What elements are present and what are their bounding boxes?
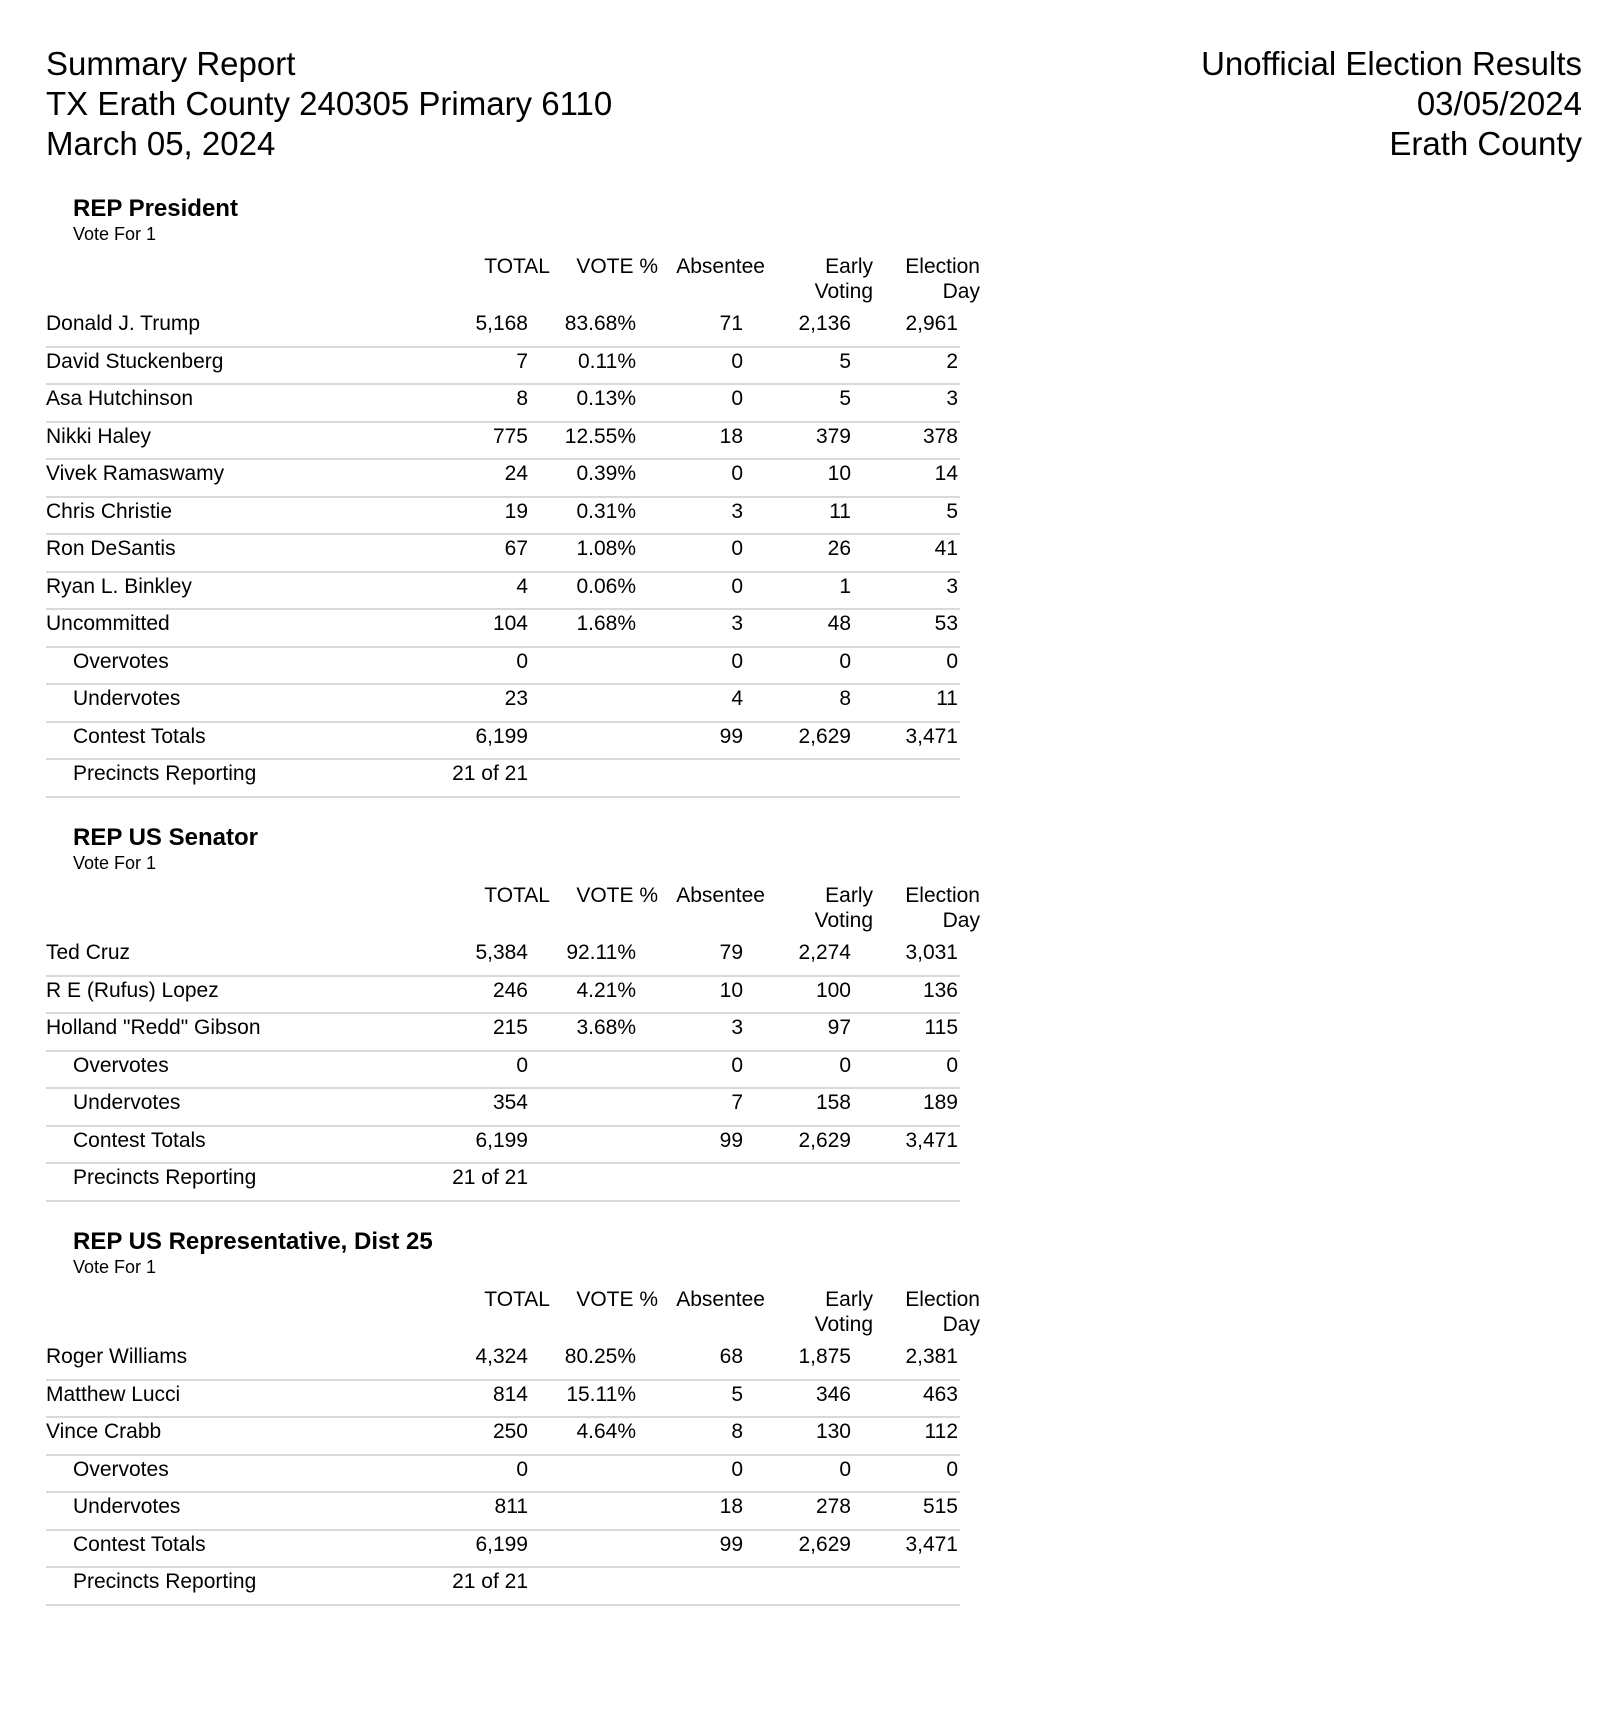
early-votes: 2,136 [798, 312, 851, 335]
election-day-votes: 3 [946, 387, 958, 410]
total-votes: 811 [494, 1495, 528, 1518]
candidate-name: Ted Cruz [46, 941, 131, 964]
early-votes: 0 [839, 1053, 851, 1077]
election-day-votes: 2,961 [905, 312, 958, 335]
election-day-votes: 378 [922, 424, 958, 448]
col-total: TOTAL [484, 255, 550, 278]
contest-title: REP President [73, 195, 238, 222]
total-votes: 0 [516, 1457, 528, 1481]
absentee-votes: 18 [719, 424, 743, 448]
election-day-votes: 515 [922, 1495, 958, 1518]
total-votes: 21 of 21 [452, 762, 528, 785]
summary-row [46, 648, 960, 686]
total-votes: 215 [492, 1016, 528, 1039]
candidate-name: Contest Totals [73, 724, 206, 748]
vote-percent: 15.11% [566, 1382, 636, 1406]
absentee-votes: 79 [719, 941, 743, 964]
summary-row [46, 1568, 960, 1606]
absentee-votes: 99 [719, 1128, 743, 1152]
vote-percent: 4.64% [576, 1420, 636, 1443]
absentee-votes: 99 [719, 724, 743, 748]
col-early-line2: Voting [814, 1313, 873, 1336]
column-header [46, 883, 980, 939]
total-votes: 5,168 [475, 312, 528, 335]
candidate-row [46, 573, 960, 611]
vote-percent: 0.31% [576, 499, 636, 523]
early-votes: 2,629 [798, 1128, 851, 1152]
early-votes: 346 [815, 1382, 851, 1406]
summary-row [46, 1164, 960, 1202]
absentee-votes: 4 [731, 687, 743, 710]
election-day-votes: 463 [922, 1382, 958, 1406]
election-day-votes: 11 [936, 687, 958, 710]
candidate-name: Undervotes [73, 1091, 181, 1114]
col-early-voting [815, 883, 873, 933]
col-vote-pct: VOTE % [576, 884, 658, 907]
total-votes: 104 [492, 612, 528, 635]
candidate-row [46, 535, 960, 573]
election-day-votes: 2 [946, 349, 958, 373]
total-votes: 6,199 [475, 1128, 528, 1152]
summary-row [46, 685, 960, 723]
absentee-votes: 0 [731, 462, 743, 485]
candidate-name: Matthew Lucci [46, 1382, 181, 1406]
election-day-votes: 0 [946, 1457, 958, 1481]
election-day-votes: 0 [946, 1053, 958, 1077]
candidate-name: Holland "Redd" Gibson [46, 1016, 261, 1039]
total-votes: 775 [492, 424, 528, 448]
contest-rep-us-representative [46, 1228, 980, 1606]
election-date: March 05, 2024 [46, 125, 276, 162]
col-early-line2: Voting [814, 909, 873, 932]
vote-for-label: Vote For 1 [73, 224, 157, 244]
col-absentee: Absentee [676, 255, 765, 278]
election-day-votes: 112 [924, 1420, 958, 1443]
candidate-name: Precincts Reporting [73, 762, 257, 785]
col-election-line2: Day [942, 909, 980, 932]
summary-row [46, 723, 960, 761]
contest-rep-us-senator [46, 824, 980, 1202]
summary-row [46, 1456, 960, 1494]
summary-row [46, 1531, 960, 1569]
candidate-name: Precincts Reporting [73, 1166, 257, 1189]
candidate-name: Overvotes [73, 649, 169, 673]
early-votes: 5 [839, 349, 851, 373]
col-election-line1: Election [905, 255, 980, 278]
col-early-voting [815, 1287, 873, 1337]
candidate-name: David Stuckenberg [46, 349, 224, 373]
early-votes: 26 [827, 537, 851, 560]
candidate-name: Undervotes [73, 687, 181, 710]
vote-percent: 1.68% [576, 612, 636, 635]
col-election-line1: Election [905, 884, 980, 907]
col-total: TOTAL [484, 1288, 550, 1311]
report-header-right [1201, 44, 1582, 164]
col-election-line1: Election [905, 1288, 980, 1311]
candidate-name: Undervotes [73, 1495, 181, 1518]
candidate-row [46, 1381, 960, 1419]
col-absentee: Absentee [676, 884, 765, 907]
election-day-votes: 0 [946, 649, 958, 673]
absentee-votes: 99 [719, 1532, 743, 1556]
total-votes: 250 [492, 1420, 528, 1443]
vote-percent: 0.13% [576, 387, 636, 410]
election-day-votes: 3,471 [905, 1128, 958, 1152]
report-header-left [46, 44, 612, 164]
total-votes: 246 [492, 978, 528, 1002]
candidate-row [46, 460, 960, 498]
candidate-name: Overvotes [73, 1457, 169, 1481]
candidate-row [46, 498, 960, 536]
early-votes: 278 [815, 1495, 851, 1518]
contest-title: REP US Senator [73, 824, 258, 851]
total-votes: 354 [492, 1091, 528, 1114]
absentee-votes: 0 [731, 537, 743, 560]
candidate-name: Nikki Haley [46, 424, 152, 448]
election-day-votes: 189 [922, 1091, 958, 1114]
total-votes: 814 [492, 1382, 528, 1406]
column-header [46, 254, 980, 310]
vote-percent: 0.11% [578, 349, 636, 373]
results-date: 03/05/2024 [1416, 85, 1582, 122]
total-votes: 21 of 21 [452, 1166, 528, 1189]
candidate-row [46, 977, 960, 1015]
col-election-day [905, 254, 980, 304]
total-votes: 5,384 [475, 941, 528, 964]
candidate-row [46, 348, 960, 386]
absentee-votes: 0 [731, 574, 743, 598]
col-early-line2: Voting [814, 280, 873, 303]
early-votes: 10 [827, 462, 851, 485]
results-table [46, 310, 960, 798]
absentee-votes: 8 [731, 1420, 743, 1443]
early-votes: 1,875 [798, 1345, 851, 1368]
col-election-day [905, 1287, 980, 1337]
election-day-votes: 41 [934, 537, 958, 560]
results-status: Unofficial Election Results [1201, 45, 1582, 82]
total-votes: 8 [516, 387, 528, 410]
candidate-row [46, 385, 960, 423]
vote-percent: 4.21% [576, 978, 636, 1002]
early-votes: 2,629 [798, 1532, 851, 1556]
col-election-line2: Day [942, 280, 980, 303]
results-table [46, 1343, 960, 1606]
county-name: Erath County [1389, 125, 1582, 162]
candidate-row [46, 423, 960, 461]
absentee-votes: 5 [731, 1382, 743, 1406]
early-votes: 379 [815, 424, 851, 448]
total-votes: 6,199 [475, 1532, 528, 1556]
col-total: TOTAL [484, 884, 550, 907]
col-early-line1: Early [825, 1288, 873, 1311]
vote-percent: 0.39% [576, 462, 636, 485]
total-votes: 67 [504, 537, 528, 560]
absentee-votes: 0 [731, 387, 743, 410]
col-early-line1: Early [825, 884, 873, 907]
vote-percent: 0.06% [576, 574, 636, 598]
early-votes: 11 [829, 499, 851, 523]
absentee-votes: 0 [731, 349, 743, 373]
candidate-name: Contest Totals [73, 1128, 206, 1152]
election-day-votes: 3 [946, 574, 958, 598]
vote-for-label: Vote For 1 [73, 853, 157, 873]
summary-row [46, 760, 960, 798]
total-votes: 0 [516, 1053, 528, 1077]
col-election-day [905, 883, 980, 933]
col-absentee: Absentee [676, 1288, 765, 1311]
candidate-name: Donald J. Trump [46, 312, 201, 335]
contest-title: REP US Representative, Dist 25 [73, 1228, 433, 1255]
column-header [46, 1287, 980, 1343]
early-votes: 5 [839, 387, 851, 410]
candidate-name: Vivek Ramaswamy [46, 462, 225, 485]
election-day-votes: 14 [934, 462, 958, 485]
absentee-votes: 10 [719, 978, 743, 1002]
candidate-row [46, 1343, 960, 1381]
early-votes: 97 [827, 1016, 851, 1039]
early-votes: 158 [815, 1091, 851, 1114]
summary-row [46, 1089, 960, 1127]
candidate-name: Contest Totals [73, 1532, 206, 1556]
vote-percent: 80.25% [564, 1345, 636, 1368]
early-votes: 2,274 [798, 941, 851, 964]
election-day-votes: 3,031 [905, 941, 958, 964]
election-name: TX Erath County 240305 Primary 6110 [46, 85, 613, 122]
total-votes: 23 [504, 687, 528, 710]
report-title: Summary Report [46, 45, 296, 82]
candidate-name: R E (Rufus) Lopez [46, 978, 219, 1002]
early-votes: 0 [839, 1457, 851, 1481]
candidate-name: Precincts Reporting [73, 1570, 257, 1593]
total-votes: 0 [516, 649, 528, 673]
election-day-votes: 115 [924, 1016, 958, 1039]
summary-row [46, 1127, 960, 1165]
election-day-votes: 3,471 [905, 724, 958, 748]
summary-row [46, 1052, 960, 1090]
total-votes: 4,324 [475, 1345, 528, 1368]
candidate-row [46, 310, 960, 348]
summary-row [46, 1493, 960, 1531]
candidate-name: Overvotes [73, 1053, 169, 1077]
vote-percent: 1.08% [576, 537, 636, 560]
col-vote-pct: VOTE % [576, 1288, 658, 1311]
absentee-votes: 18 [719, 1495, 743, 1518]
candidate-row [46, 610, 960, 648]
absentee-votes: 0 [731, 1053, 743, 1077]
election-day-votes: 3,471 [905, 1532, 958, 1556]
early-votes: 2,629 [798, 724, 851, 748]
early-votes: 130 [815, 1420, 851, 1443]
candidate-name: Uncommitted [46, 612, 170, 635]
early-votes: 0 [839, 649, 851, 673]
candidate-name: Ryan L. Binkley [46, 574, 192, 598]
election-day-votes: 2,381 [905, 1345, 958, 1368]
contest-rep-president [46, 195, 980, 798]
absentee-votes: 71 [719, 312, 743, 335]
candidate-name: Ron DeSantis [46, 537, 176, 560]
candidate-name: Roger Williams [46, 1345, 188, 1368]
election-day-votes: 53 [934, 612, 958, 635]
absentee-votes: 7 [731, 1091, 743, 1114]
early-votes: 8 [839, 687, 851, 710]
total-votes: 24 [504, 462, 528, 485]
total-votes: 6,199 [475, 724, 528, 748]
total-votes: 19 [504, 499, 528, 523]
election-day-votes: 5 [946, 499, 958, 523]
candidate-name: Asa Hutchinson [46, 387, 194, 410]
absentee-votes: 3 [731, 612, 743, 635]
absentee-votes: 0 [731, 649, 743, 673]
col-early-line1: Early [825, 255, 873, 278]
candidate-row [46, 1014, 960, 1052]
early-votes: 100 [815, 978, 851, 1002]
candidate-name: Chris Christie [46, 499, 173, 523]
election-day-votes: 136 [922, 978, 958, 1002]
col-early-voting [815, 254, 873, 304]
early-votes: 1 [839, 574, 851, 598]
absentee-votes: 3 [731, 1016, 743, 1039]
candidate-row [46, 939, 960, 977]
candidate-name: Vince Crabb [46, 1420, 162, 1443]
vote-percent: 92.11% [566, 941, 636, 964]
col-election-line2: Day [942, 1313, 980, 1336]
absentee-votes: 0 [731, 1457, 743, 1481]
total-votes: 21 of 21 [452, 1570, 528, 1593]
results-table [46, 939, 960, 1202]
total-votes: 7 [516, 349, 528, 373]
vote-for-label: Vote For 1 [73, 1257, 157, 1277]
candidate-row [46, 1418, 960, 1456]
early-votes: 48 [827, 612, 851, 635]
absentee-votes: 3 [731, 499, 743, 523]
vote-percent: 3.68% [576, 1016, 636, 1039]
col-vote-pct: VOTE % [576, 255, 658, 278]
total-votes: 4 [516, 574, 528, 598]
absentee-votes: 68 [719, 1345, 743, 1368]
vote-percent: 83.68% [564, 312, 636, 335]
vote-percent: 12.55% [564, 424, 636, 448]
